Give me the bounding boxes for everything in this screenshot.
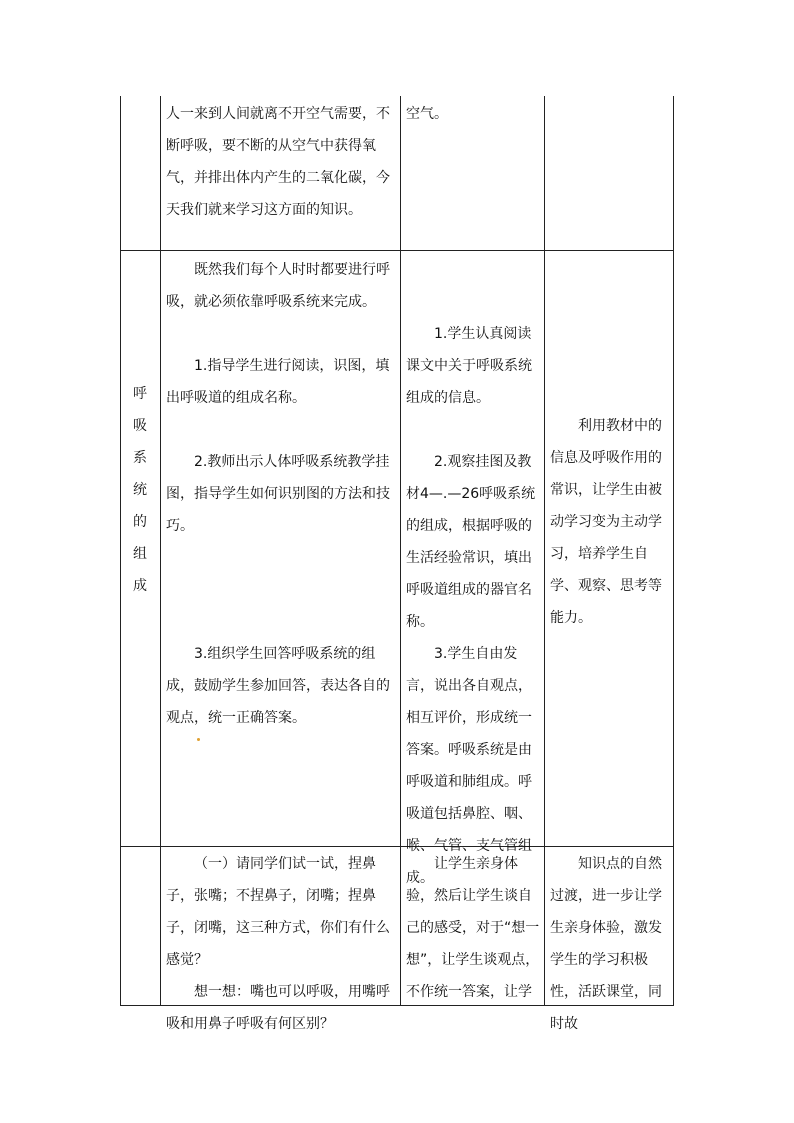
row3-student-text: 让学生亲身体验，然后让学生谈自己的感受，对于“想一想”，让学生谈观点，不作统一答案，让学 — [406, 856, 540, 1000]
teacher-think-text: 想一想：嘴也可以呼吸，用嘴呼吸和用鼻子呼吸有何区别？ — [166, 984, 390, 1032]
student-step1-text: 1.学生认真阅读课文中关于呼吸系统组成的信息。 — [406, 326, 532, 406]
row1-student-cell — [406, 98, 540, 130]
student-step3-text: 3.学生自由发言，说出各自观点，相互评价，形成统一答案。呼吸系统是由呼吸道和肺组成。呼吸道包括鼻腔、咽、喉、气管、支气管组成。 — [406, 646, 532, 886]
row2-topic-cell — [120, 378, 160, 602]
row2-teacher-cell — [166, 254, 396, 734]
table-right-border — [673, 96, 674, 1006]
topic-char: 的 — [133, 514, 147, 530]
row3-intent-text: 知识点的自然过渡，进一步让学生亲身体验，激发学生的学习积极性，活跃课堂，同时故 — [550, 856, 662, 1032]
row-divider-2 — [120, 846, 674, 847]
column-divider-topic — [160, 96, 161, 1006]
topic-char: 成 — [133, 578, 147, 594]
teacher-step2-text: 2.教师出示人体呼吸系统教学挂图，指导学生如何识别图的方法和技巧。 — [166, 454, 390, 534]
topic-char: 组 — [133, 546, 147, 562]
column-divider-teacher — [400, 96, 401, 1006]
teacher-step3-text: 3.组织学生回答呼吸系统的组成，鼓励学生参加回答，表达各自的观点，统一正确答案。 — [166, 646, 390, 726]
row-divider-1 — [120, 250, 674, 251]
column-divider-student — [544, 96, 545, 1006]
topic-char: 系 — [133, 450, 147, 466]
stray-mark — [197, 738, 200, 741]
row3-student-cell — [406, 848, 540, 1008]
row1-student-text: 空气。 — [406, 106, 448, 122]
student-step2-text: 2.观察挂图及教材4—.—26呼吸系统的组成，根据呼吸的生活经验常识，填出呼吸道组成的器官名称。 — [406, 454, 536, 630]
intent-text: 利用教材中的信息及呼吸作用的常识，让学生由被动学习变为主动学习，培养学生自学、观察、思考等能力。 — [550, 418, 662, 626]
teacher-intro-text: 既然我们每个人时时都要进行呼吸，就必须依靠呼吸系统来完成。 — [166, 262, 390, 310]
teacher-step1-text: 1.指导学生进行阅读，识图，填出呼吸道的组成名称。 — [166, 358, 390, 406]
row3-intent-cell — [550, 848, 670, 1040]
topic-char: 呼 — [133, 386, 147, 402]
row1-teacher-cell — [166, 98, 396, 226]
topic-char: 统 — [133, 482, 147, 498]
teacher-try-text: （一）请同学们试一试，捏鼻子，张嘴；不捏鼻子，闭嘴；捏鼻子，闭嘴，这三种方式，你们有什么感觉？ — [166, 856, 390, 968]
row2-intent-cell — [550, 410, 670, 634]
row1-teacher-text: 人一来到人间就离不开空气需要，不断呼吸，要不断的从空气中获得氧气，并排出体内产生的二氧化碳，今天我们就来学习这方面的知识。 — [166, 106, 390, 218]
topic-char: 吸 — [133, 418, 147, 434]
row2-student-cell — [406, 318, 540, 894]
row3-teacher-cell — [166, 848, 396, 1040]
